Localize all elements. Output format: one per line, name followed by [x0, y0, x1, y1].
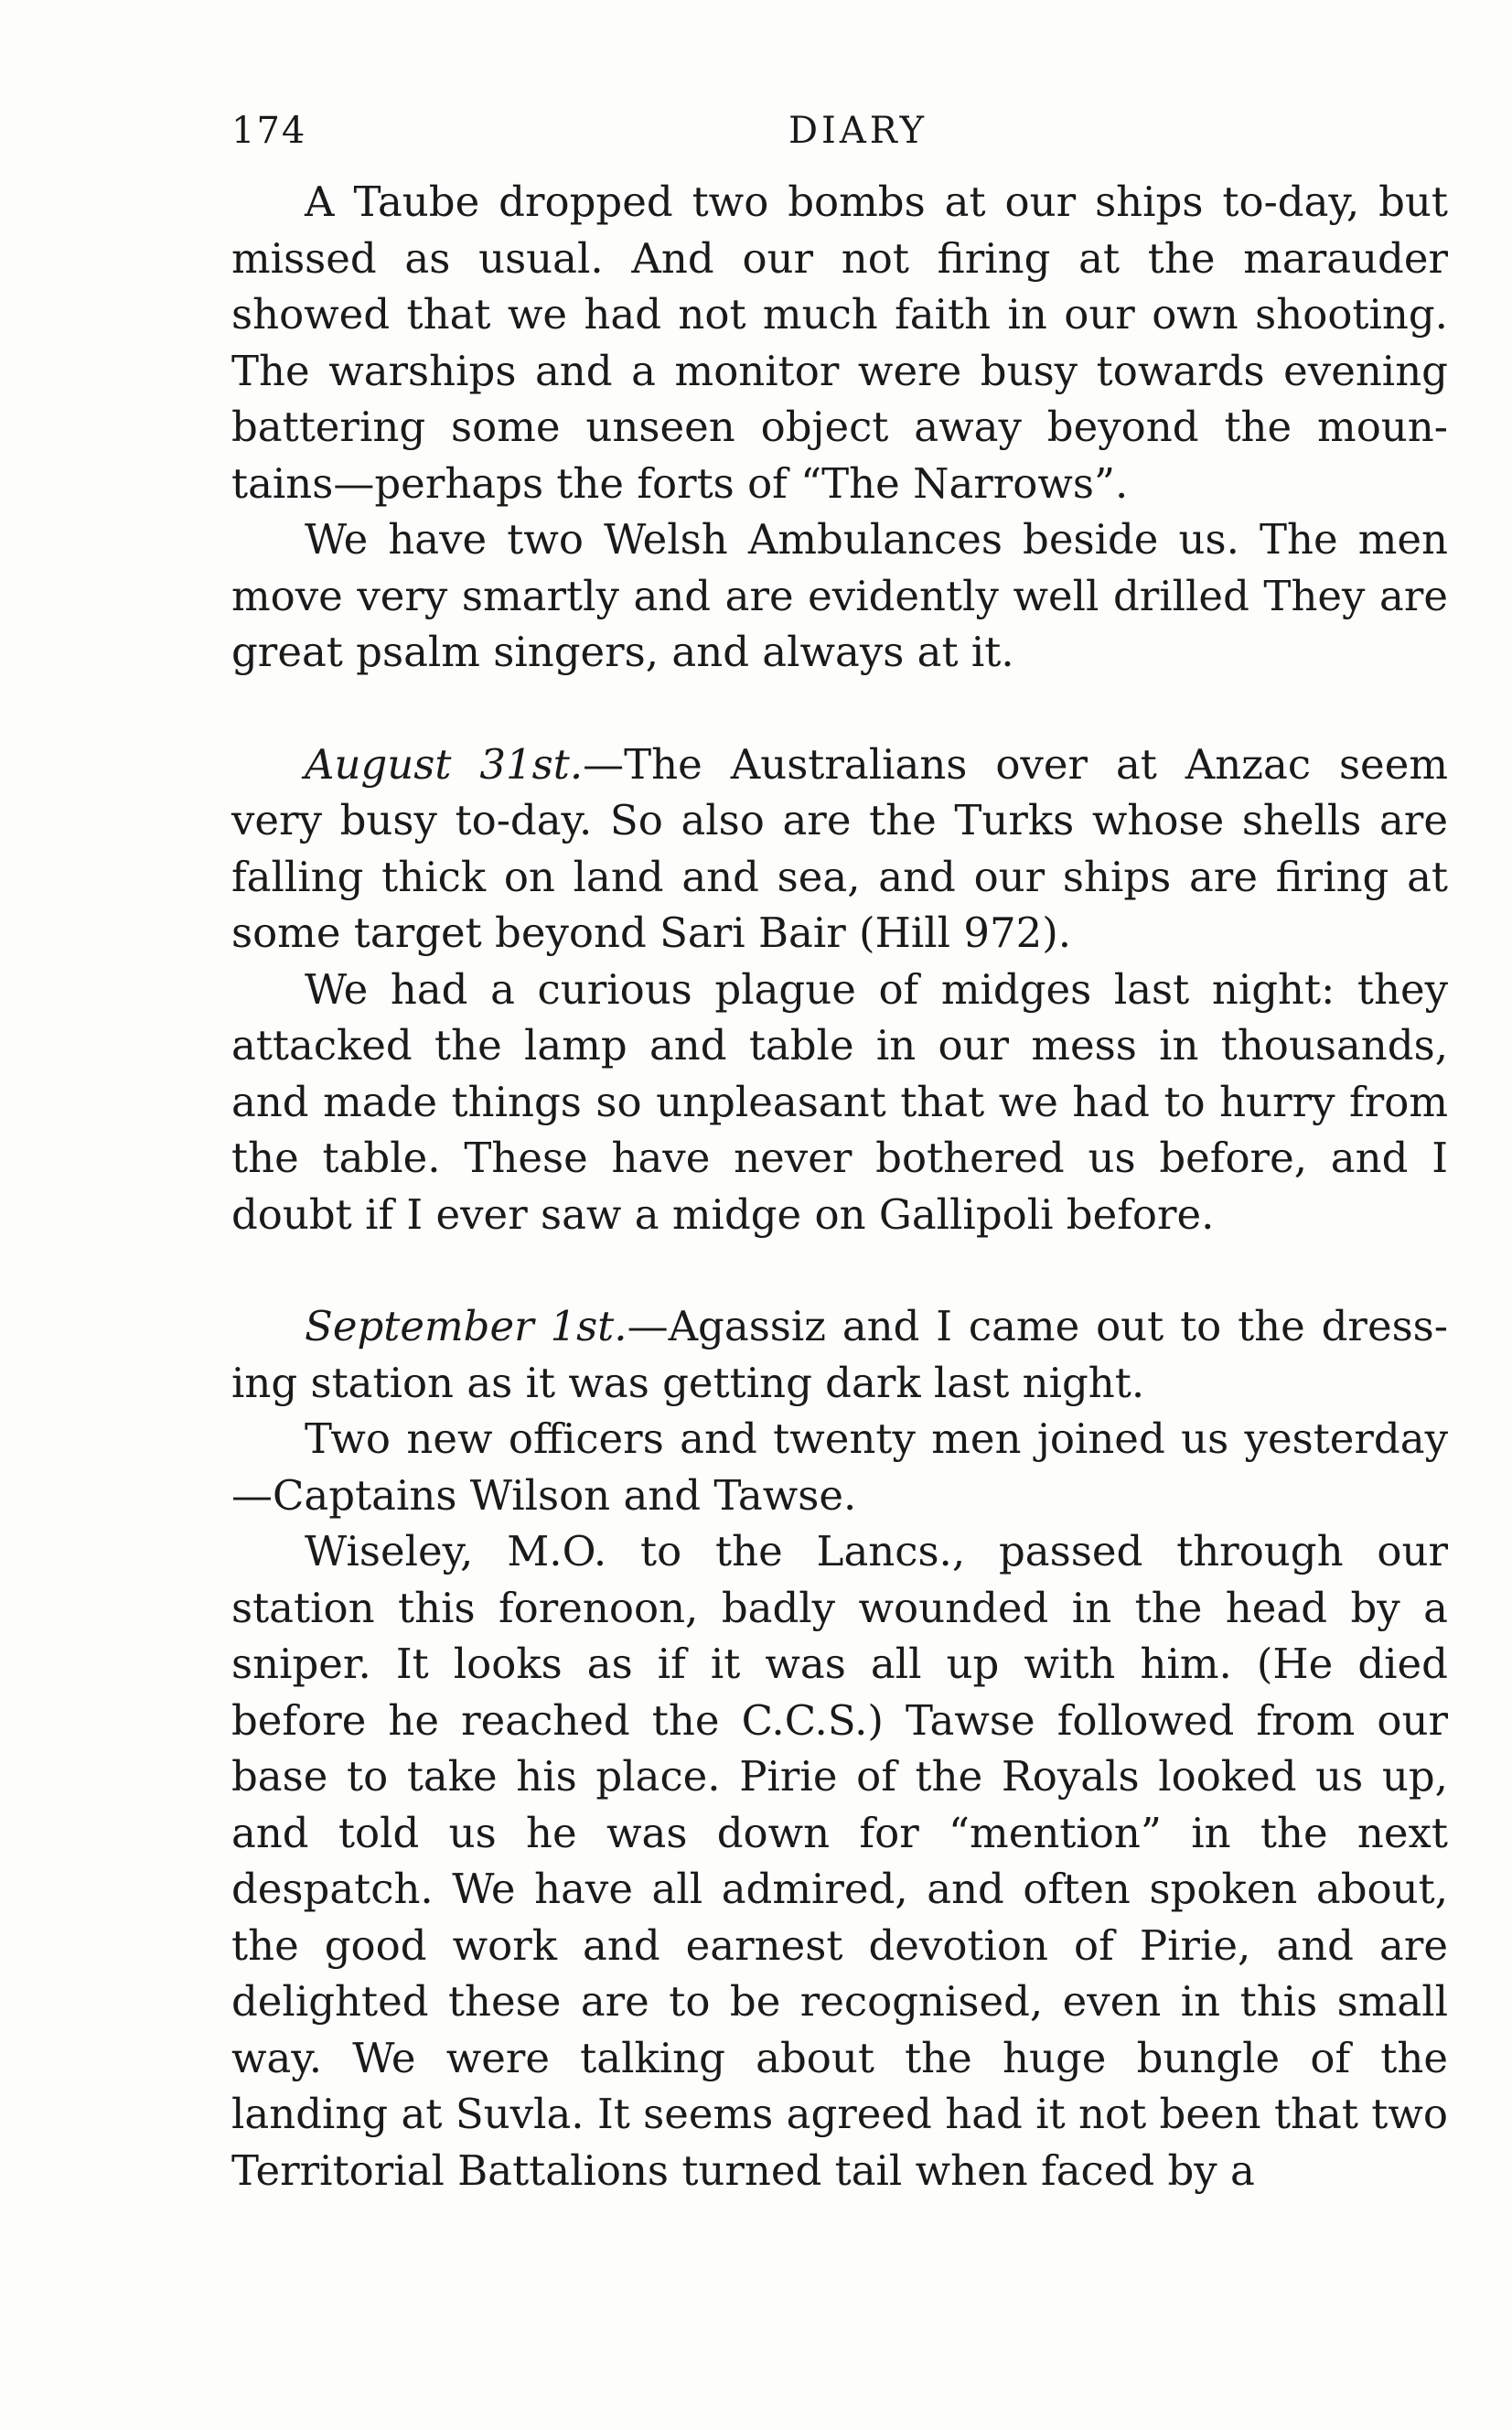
paragraph — [231, 511, 1448, 681]
page-number: 174 — [231, 110, 307, 152]
book-page — [231, 110, 1448, 2199]
entry-date-month: September — [305, 1302, 534, 1350]
paragraph-text: We have two Welsh Ambulances beside us. The men move very smartly and are evidently well drilled They are great psalm singers, and always at it. — [231, 515, 1448, 676]
paragraph — [231, 962, 1448, 1243]
paragraph-text: Two new officers and twenty men joined us yesterday —Captains Wilson and Tawse. — [231, 1414, 1448, 1520]
diary-entry-september-1 — [231, 1298, 1448, 1411]
paragraph-text: Wiseley, M.O. to the Lancs., passed through our station this forenoon, badly wounded in the head by a sniper. It looks as if it was all up with him. (He died before he reached the C.C.S.) Tawse followed from our base to take his place. Pirie of the Royals looked us up, and told us he was down for “mention” in the next despatch. We have all admired, and often spoken about, the good work and earnest devotion of Pirie, and are delighted these are to be recognised, even in this small way. We were talking about the huge bungle of the landing at Suvla. It seems agreed had it not been that two Territorial Battalions turned tail when faced by a — [231, 1527, 1448, 2195]
diary-entry-august-31 — [231, 737, 1448, 962]
paragraph-text: —The Australians over at Anzac seem very busy to-day. So also are the Turks whose shells are falling thick on land and sea, and our ships are firing at some target beyond Sari Bair (Hill 972). — [231, 739, 1448, 957]
running-head — [231, 110, 1448, 174]
paragraph — [231, 174, 1448, 511]
body-text — [231, 174, 1448, 2199]
entry-date-month: August — [305, 739, 452, 789]
paragraph-text: We had a curious plague of midges last night: they attacked the lamp and table in our mess in thousands, and made things so unpleasant that we had to hurry from the table. These have never bothered us before, and I doubt if I ever saw a midge on Gallipoli before. — [231, 964, 1448, 1239]
paragraph-text: A Taube dropped two bombs at our ships to-day, but missed as usual. And our not firing at the marauder showed that we had not much faith in our own shooting. The warships and a monitor were busy towards evening battering some unseen object away beyond the mountains—perhaps the forts of “The Narrows”. — [231, 177, 1448, 508]
entry-date-day: 31st. — [451, 739, 584, 789]
paragraph — [231, 1523, 1448, 2199]
running-title: DIARY — [788, 110, 928, 152]
paragraph-text: —Agassiz and I came out to the dressing station as it was getting dark last night. — [231, 1302, 1448, 1407]
paragraph — [231, 1411, 1448, 1523]
entry-date-day: 1st. — [533, 1302, 627, 1350]
